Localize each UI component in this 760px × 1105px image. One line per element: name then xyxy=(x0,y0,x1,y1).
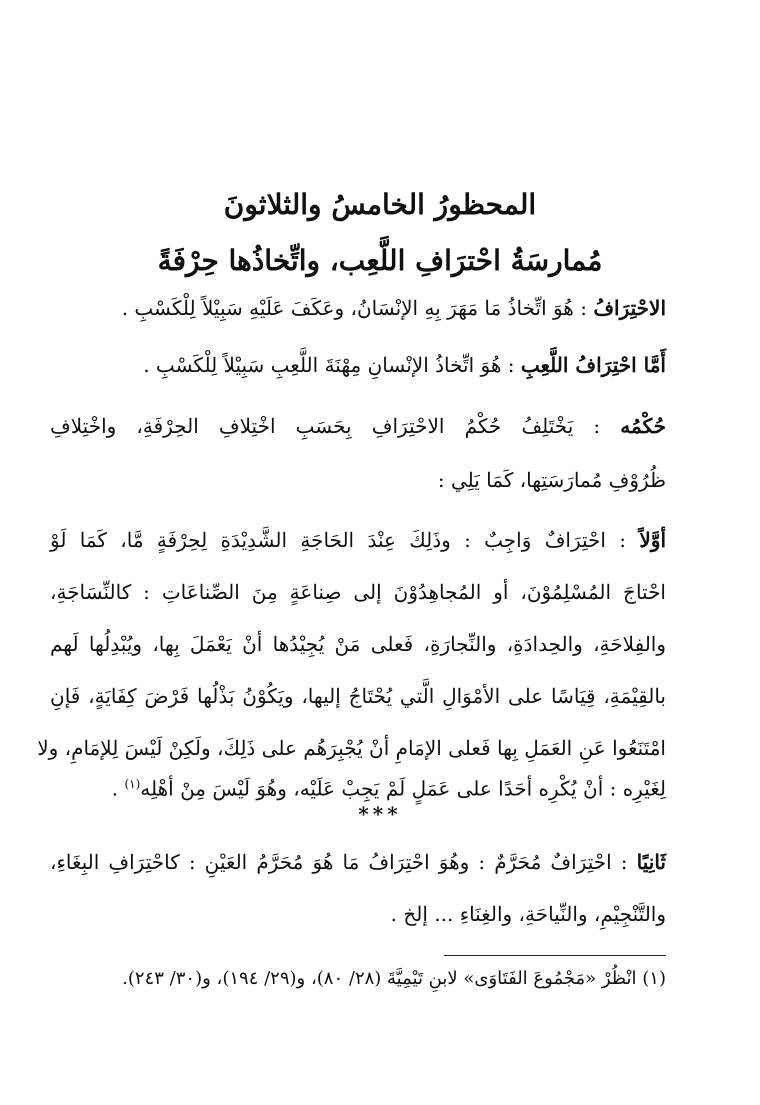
paragraph-text: والتَّنْجِيْمِ، والنِّياحَةِ، والغِنَاءِ ... إلخ . xyxy=(390,902,666,926)
paragraph-text: احْتاجَ المُسْلِمُوْنَ، أو المُجاهِدُوْنَ إلى صِناعَةٍ مِنَ الصِّناعَاتِ : كالنِّسَاجَةِ، xyxy=(50,580,666,604)
footnote-reference: (١) xyxy=(124,777,141,791)
paragraph-end: . xyxy=(111,776,125,801)
definition-line xyxy=(50,288,666,328)
footnote: (١) انْظُرْ «مَجْمُوعَ الفَتَاوَى» لابنِ تَيْمِيَّةَ (٢٨/ ٨٠)، و(٢٩/ ١٩٤)، و(٣٠/ ٢٤٣). xyxy=(122,968,666,989)
definition-line xyxy=(50,345,666,385)
section-separator: *** xyxy=(358,802,402,826)
paragraph-text: : احْتِرَافٌ مُحَرَّمٌ : وهُوَ احْتِرَافُ مَا هُوَ مُحَرَّمُ العَيْنِ : كاحْتِرَافِ البِغَاءِ، xyxy=(50,850,637,874)
paragraph-text: : احْتِرَافٌ وَاجِبٌ : وذَلِكَ عِنْدَ الحَاجَةِ الشَّدِيْدَةِ لِحِرْفَةٍ مَّا، كَمَا لَوْ xyxy=(50,528,640,552)
section-label: أوَّلاً xyxy=(639,528,666,552)
paragraph-line xyxy=(50,520,666,560)
paragraph-line xyxy=(50,842,666,882)
definition-text: : هُوَ اتِّخاذُ مَا مَهَرَ بِهِ الإنْسَانُ، وعَكَفَ عَلَيْهِ سَبِيْلاً لِلْكَسْبِ . xyxy=(121,296,594,320)
footnote-divider xyxy=(444,955,666,956)
chapter-subtitle: مُمارسَةُ احْترَافِ اللَّعِب، واتِّخاذُها حِرْفَةً xyxy=(157,244,603,277)
paragraph-text: لِغَيْرِه : أنْ يُكْرِه أحَدًا على عَمَلٍ لَمْ يَجِبْ عَلَيْه، وهُوَ لَيْسَ مِنْ أهْلِه xyxy=(140,776,666,801)
section-label: ثَانِيًا xyxy=(636,850,666,874)
paragraph-text: والفِلاحَةِ، والحِدادَةِ، والنِّجارَةِ، فَعلى مَنْ يُجِيْدُها أنْ يَعْمَلَ بِها، ويُبْدِلُها لَهم xyxy=(50,632,666,656)
paragraph-line xyxy=(50,676,666,716)
term-label: أَمَّا احْتِرَافُ اللَّعِبِ xyxy=(520,353,666,377)
ruling-label: حُكْمُه xyxy=(620,414,666,438)
ruling-line xyxy=(50,460,666,500)
definition-text: : هُوَ اتِّخاذُ الإنْسانِ مِهْنَةَ اللَّعِبِ سَبِيْلاً لِلْكَسْبِ . xyxy=(143,353,521,377)
term-label: الاحْتِرَافُ xyxy=(593,296,666,320)
paragraph-line xyxy=(50,572,666,612)
ruling-line xyxy=(50,406,666,446)
chapter-title: المحظورُ الخامسُ والثلاثونَ xyxy=(223,188,537,221)
paragraph-line xyxy=(50,894,666,934)
paragraph-text: امْتَنَعُوا عَنِ العَمَلِ بِها فَعلى الإمَامِ أنْ يُجْبِرَهُم على ذَلِكَ، ولَكِنْ لَيْسَ لِلإمَامِ، ولا xyxy=(37,736,666,760)
paragraph-text: بالقِيْمَةِ، قِيَاسًا على الأمْوَالِ الَّتي يُحْتَاجُ إليها، ويَكُوْنُ بَذْلُها فَرْضَ كِفَايَةٍ، فَإنِ xyxy=(50,684,666,708)
ruling-text: : يَخْتَلِفُ حُكْمُ الاحْتِرَافِ بِحَسَبِ اخْتِلافِ الحِرْفَةِ، واخْتِلافِ xyxy=(50,414,621,438)
ruling-text: ظُرُوْفِ مُمارَسَتِها، كَمَا يَلِي : xyxy=(437,468,666,492)
paragraph-line xyxy=(50,624,666,664)
paragraph-line xyxy=(37,728,666,768)
